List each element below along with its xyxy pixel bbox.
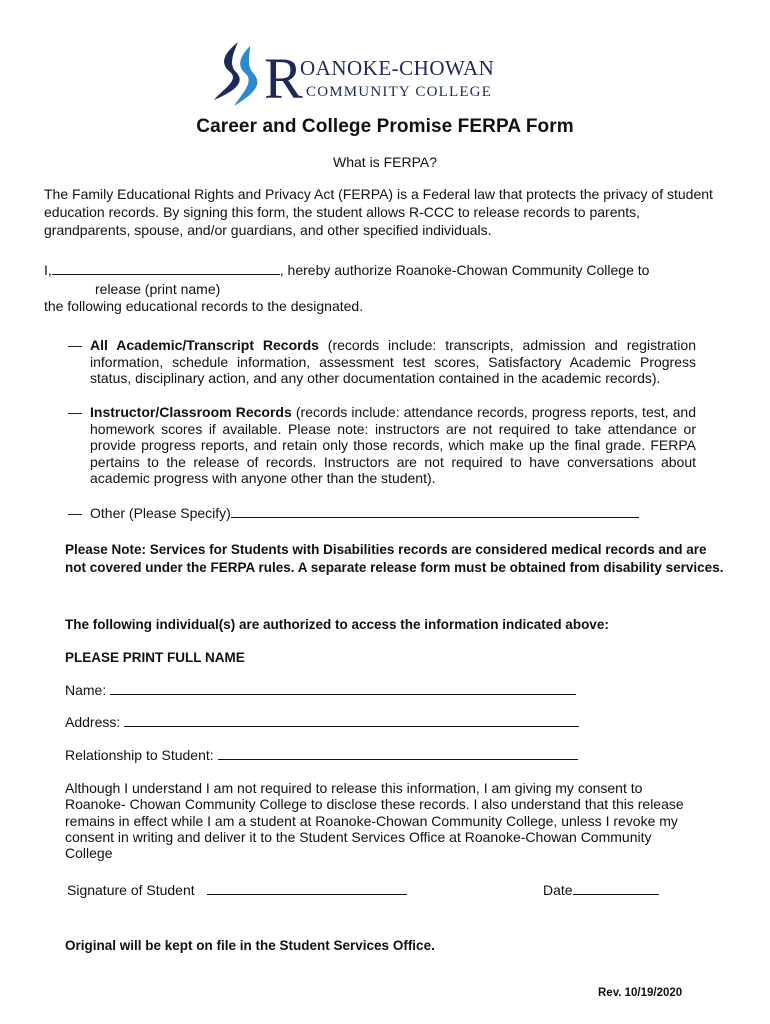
name-label: Name: (65, 682, 107, 698)
address-row (65, 714, 579, 730)
print-full-name-heading: PLEASE PRINT FULL NAME (65, 650, 245, 665)
option-other[interactable] (68, 505, 696, 522)
name-field[interactable] (110, 682, 576, 695)
authorization-tail: the following educational records to the designated. (44, 298, 364, 314)
date-field[interactable] (573, 882, 659, 895)
option-dash: — (68, 505, 82, 521)
college-logo-graphic (208, 38, 508, 110)
date-label: Date (543, 882, 573, 898)
option-text: (records include: transcripts, admission and registration information, schedule information, assessment test scores, Satisfactory Academic Progress status, disciplinary action, and any other documentation contained in the academic records). (90, 337, 696, 386)
disability-note: Please Note: Services for Students with Disabilities records are considered medical records and are not covered under the FERPA rules. A separate release form must be obtained from disability services. (65, 542, 724, 575)
logo-subname: COMMUNITY COLLEGE (306, 84, 493, 100)
address-field[interactable] (124, 714, 579, 727)
option-dash: — (68, 404, 82, 420)
logo-name: OANOKE-CHOWAN (300, 56, 495, 80)
option-other-label: Other (Please Specify) (90, 505, 231, 521)
option-heading: All Academic/Transcript Records (90, 337, 319, 353)
revision-date: Rev. 10/19/2020 (598, 987, 683, 999)
authorization-line (44, 262, 649, 278)
print-name-field[interactable] (52, 262, 280, 275)
signature-row (67, 882, 407, 898)
authorization-suffix: , hereby authorize Roanoke-Chowan Community College to (279, 262, 650, 278)
name-row (65, 682, 576, 698)
authorized-individuals-heading: The following individual(s) are authorized to access the information indicated above: (65, 617, 609, 632)
original-on-file-note: Original will be kept on file in the Student Services Office. (65, 938, 435, 953)
form-title: Career and College Promise FERPA Form (196, 116, 574, 137)
address-label: Address: (65, 714, 121, 730)
relationship-row (65, 747, 578, 763)
signature-label: Signature of Student (67, 882, 195, 898)
authorization-prefix: I, (44, 262, 52, 278)
other-specify-field[interactable] (231, 505, 639, 518)
intro-paragraph: The Family Educational Rights and Privacy Act (FERPA) is a Federal law that protects the privacy of student education records. By signing this form, the student allows R-CCC to release records to parents, grandparents, spouse, and/or guardians, and other specified individuals. (44, 186, 713, 238)
signature-field[interactable] (207, 882, 407, 895)
date-row (543, 882, 659, 898)
relationship-label: Relationship to Student: (65, 747, 214, 763)
release-label: release (print name) (95, 281, 221, 297)
relationship-field[interactable] (218, 747, 578, 760)
option-instructor-records[interactable] (68, 404, 696, 487)
option-academic-records[interactable] (68, 337, 696, 387)
option-text: (records include: attendance records, progress reports, test, and homework scores if available. Please note: instructors are not required to take attendance or provide progress reports, and retain only those records, which make up the final grade. FERPA pertains to the release of records. Instructors are not required to have conversations about academic progress with anyone other than the student). (90, 404, 696, 486)
logo-swoosh-dark (214, 42, 240, 100)
consent-paragraph: Although I understand I am not required to release this information, I am giving my consent to Roanoke- Chowan Community College to disclose these records. I also understand that this release remains in effect while I am a student at Roanoke-Chowan Community College, unless I revoke my consent in writing and deliver it to the Student Services Office at Roanoke-Chowan Community College (65, 780, 684, 862)
option-heading: Instructor/Classroom Records (90, 404, 292, 420)
logo-initial: R (264, 46, 303, 110)
form-subtitle: What is FERPA? (333, 154, 437, 170)
college-logo (208, 38, 508, 110)
option-dash: — (68, 337, 82, 353)
